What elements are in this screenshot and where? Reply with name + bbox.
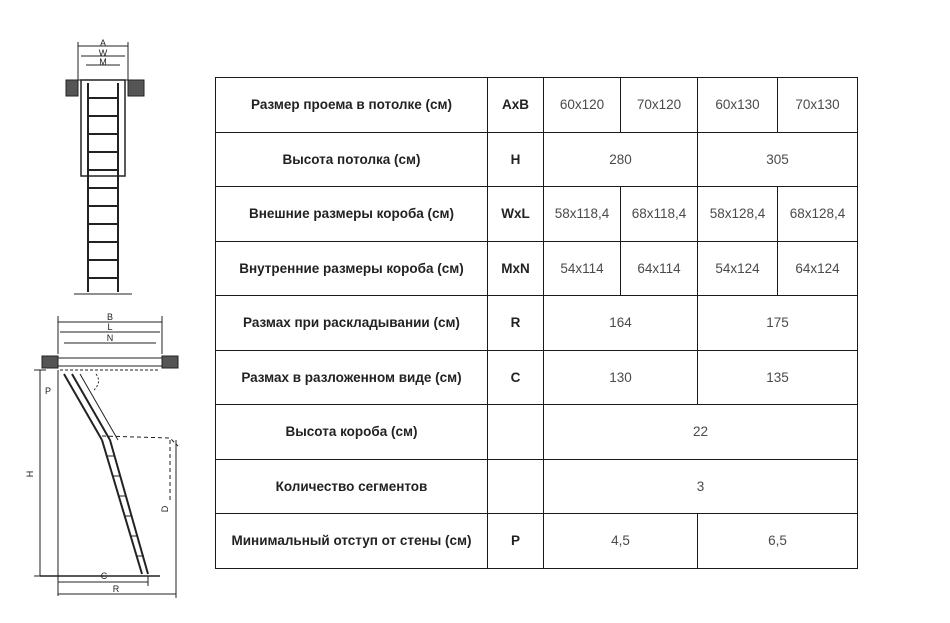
row-label: Внешние размеры короба (см) <box>216 187 488 242</box>
table-row <box>216 132 858 187</box>
dimension-label-w: W <box>98 48 108 58</box>
value-cell: 68x118,4 <box>621 187 698 242</box>
dimension-label-r: R <box>112 584 120 594</box>
value-cell: 4,5 <box>544 514 698 569</box>
value-cell: 3 <box>544 459 858 514</box>
dimension-label-a: A <box>99 38 107 48</box>
value-cell: 54x114 <box>544 241 621 296</box>
dimension-label-c: C <box>100 571 108 581</box>
row-label: Высота короба (см) <box>216 405 488 460</box>
row-symbol: MxN <box>488 241 544 296</box>
value-cell: 60x130 <box>698 78 778 133</box>
row-symbol: P <box>488 514 544 569</box>
value-cell: 175 <box>698 296 858 351</box>
value-cell: 6,5 <box>698 514 858 569</box>
row-label: Внутренние размеры короба (см) <box>216 241 488 296</box>
row-label: Размах в разложенном виде (см) <box>216 350 488 405</box>
row-label: Количество сегментов <box>216 459 488 514</box>
value-cell: 164 <box>544 296 698 351</box>
value-cell: 58x128,4 <box>698 187 778 242</box>
value-cell: 305 <box>698 132 858 187</box>
value-cell: 54x124 <box>698 241 778 296</box>
row-label: Минимальный отступ от стены (см) <box>216 514 488 569</box>
table-row <box>216 514 858 569</box>
table-row <box>216 78 858 133</box>
table-row <box>216 241 858 296</box>
value-cell: 68x128,4 <box>778 187 858 242</box>
value-cell: 58x118,4 <box>544 187 621 242</box>
row-symbol: AxB <box>488 78 544 133</box>
row-symbol: C <box>488 350 544 405</box>
value-cell: 135 <box>698 350 858 405</box>
row-label: Высота потолка (см) <box>216 132 488 187</box>
table-row <box>216 350 858 405</box>
value-cell: 64x124 <box>778 241 858 296</box>
dimension-label-l: L <box>107 322 113 332</box>
row-symbol <box>488 459 544 514</box>
ladder-side-view-diagram <box>20 306 210 600</box>
row-symbol: R <box>488 296 544 351</box>
table-row <box>216 187 858 242</box>
dimension-label-m: M <box>99 57 107 67</box>
value-cell: 130 <box>544 350 698 405</box>
value-cell: 22 <box>544 405 858 460</box>
ladder-front-view-diagram <box>28 38 198 300</box>
row-symbol: WxL <box>488 187 544 242</box>
dimension-label-p: P <box>44 386 52 396</box>
dimension-label-h: H <box>25 470 35 478</box>
specification-table <box>215 77 858 569</box>
value-cell: 280 <box>544 132 698 187</box>
value-cell: 60x120 <box>544 78 621 133</box>
value-cell: 70x120 <box>621 78 698 133</box>
table-row <box>216 459 858 514</box>
value-cell: 64x114 <box>621 241 698 296</box>
row-symbol <box>488 405 544 460</box>
table-row <box>216 296 858 351</box>
dimension-label-b: B <box>106 312 114 322</box>
dimension-label-n: N <box>106 333 114 343</box>
value-cell: 70x130 <box>778 78 858 133</box>
dimension-label-d: D <box>160 505 170 513</box>
row-symbol: H <box>488 132 544 187</box>
table-row <box>216 405 858 460</box>
row-label: Размер проема в потолке (см) <box>216 78 488 133</box>
row-label: Размах при раскладывании (см) <box>216 296 488 351</box>
